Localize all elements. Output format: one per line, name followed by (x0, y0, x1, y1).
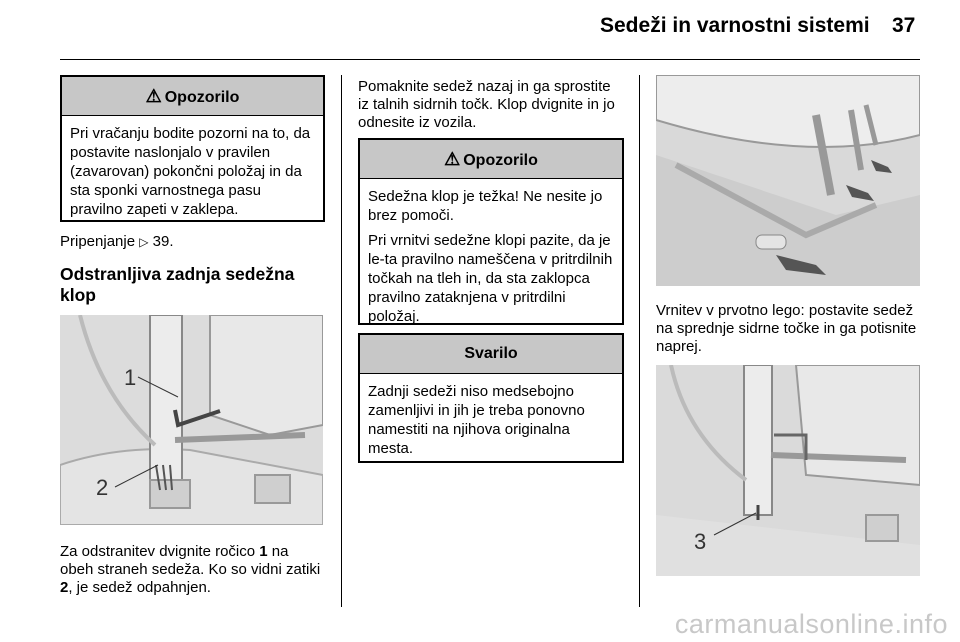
figure-seat-anchor (656, 365, 920, 576)
paragraph-bold-2: 2 (60, 579, 69, 596)
caution-box-header: Svarilo (360, 335, 622, 374)
caution-box (358, 333, 624, 463)
cross-reference (60, 233, 174, 251)
warning-box-title: Opozorilo (463, 152, 538, 169)
paragraph-text-3: , je sedež odpahnjen. (68, 579, 211, 596)
cross-reference-page: 39. (152, 233, 174, 250)
return-paragraph: Vrnitev v prvotno lego: postavite sedež na sprednje sidrne točke in ga potisnite naprej. (656, 302, 917, 355)
removal-paragraph (60, 543, 325, 597)
warning-triangle-icon: ⚠ (444, 149, 461, 169)
warning-text-2: Pri vrnitvi sedežne klopi pazite, da je le-ta pravilno nameščena v pritrdilnih točkah na tleh in, da sta zaklopca pravilno zataknjena v pritrdilni položaj. (368, 232, 613, 325)
section-heading: Odstranljiva zadnja sedežna klop (60, 264, 295, 305)
figure-label-1: 1 (124, 365, 137, 390)
warning-box-body (62, 116, 323, 231)
paragraph-text-2: na obeh straneh sedeža. Ko so vidni zatiki (60, 543, 321, 578)
figure-label-2: 2 (96, 475, 109, 500)
figure-seat-lever (60, 315, 323, 525)
intro-paragraph: Pomaknite sedež nazaj in ga sprostite iz talnih sidrnih točk. Klop dvignite in jo odnesite iz vozila. (358, 78, 615, 131)
warning-box-header (360, 140, 622, 179)
page-ref-arrow-icon: ▷ (139, 235, 149, 249)
warning-box-title: Opozorilo (164, 89, 240, 106)
cross-reference-text: Pripenjanje (60, 233, 136, 250)
column-divider-1 (341, 75, 342, 607)
figure-seat-legs (656, 75, 920, 286)
column-divider-2 (639, 75, 640, 607)
watermark: carmanualsonline.info (674, 609, 948, 639)
page-header-title: Sedeži in varnostni sistemi (600, 14, 870, 37)
paragraph-text-1: Za odstranitev dvignite ročico (60, 543, 260, 560)
warning-box-header (62, 77, 323, 116)
warning-text: Pri vračanju bodite pozorni na to, da postavite naslonjalo v pravilen (zavarovan) pokončni položaj in da sta sponki varnostnega pasu pravilno zapeti v zaklepa. (70, 125, 311, 218)
caution-text: Zadnji sedeži niso medsebojno zamenljivi in jih je treba ponovno namestiti na njihova originalna mesta. (368, 383, 585, 457)
caution-box-body (360, 374, 622, 470)
header-divider (60, 59, 920, 60)
figure-label-3: 3 (694, 529, 707, 554)
warning-box-1 (60, 75, 325, 222)
warning-box-2 (358, 138, 624, 325)
page-number: 37 (892, 14, 916, 37)
warning-box-body (360, 179, 622, 338)
paragraph-bold-1: 1 (259, 543, 268, 560)
warning-triangle-icon: ⚠ (145, 86, 162, 106)
warning-text-1: Sedežna klop je težka! Ne nesite jo brez pomoči. (368, 188, 603, 224)
